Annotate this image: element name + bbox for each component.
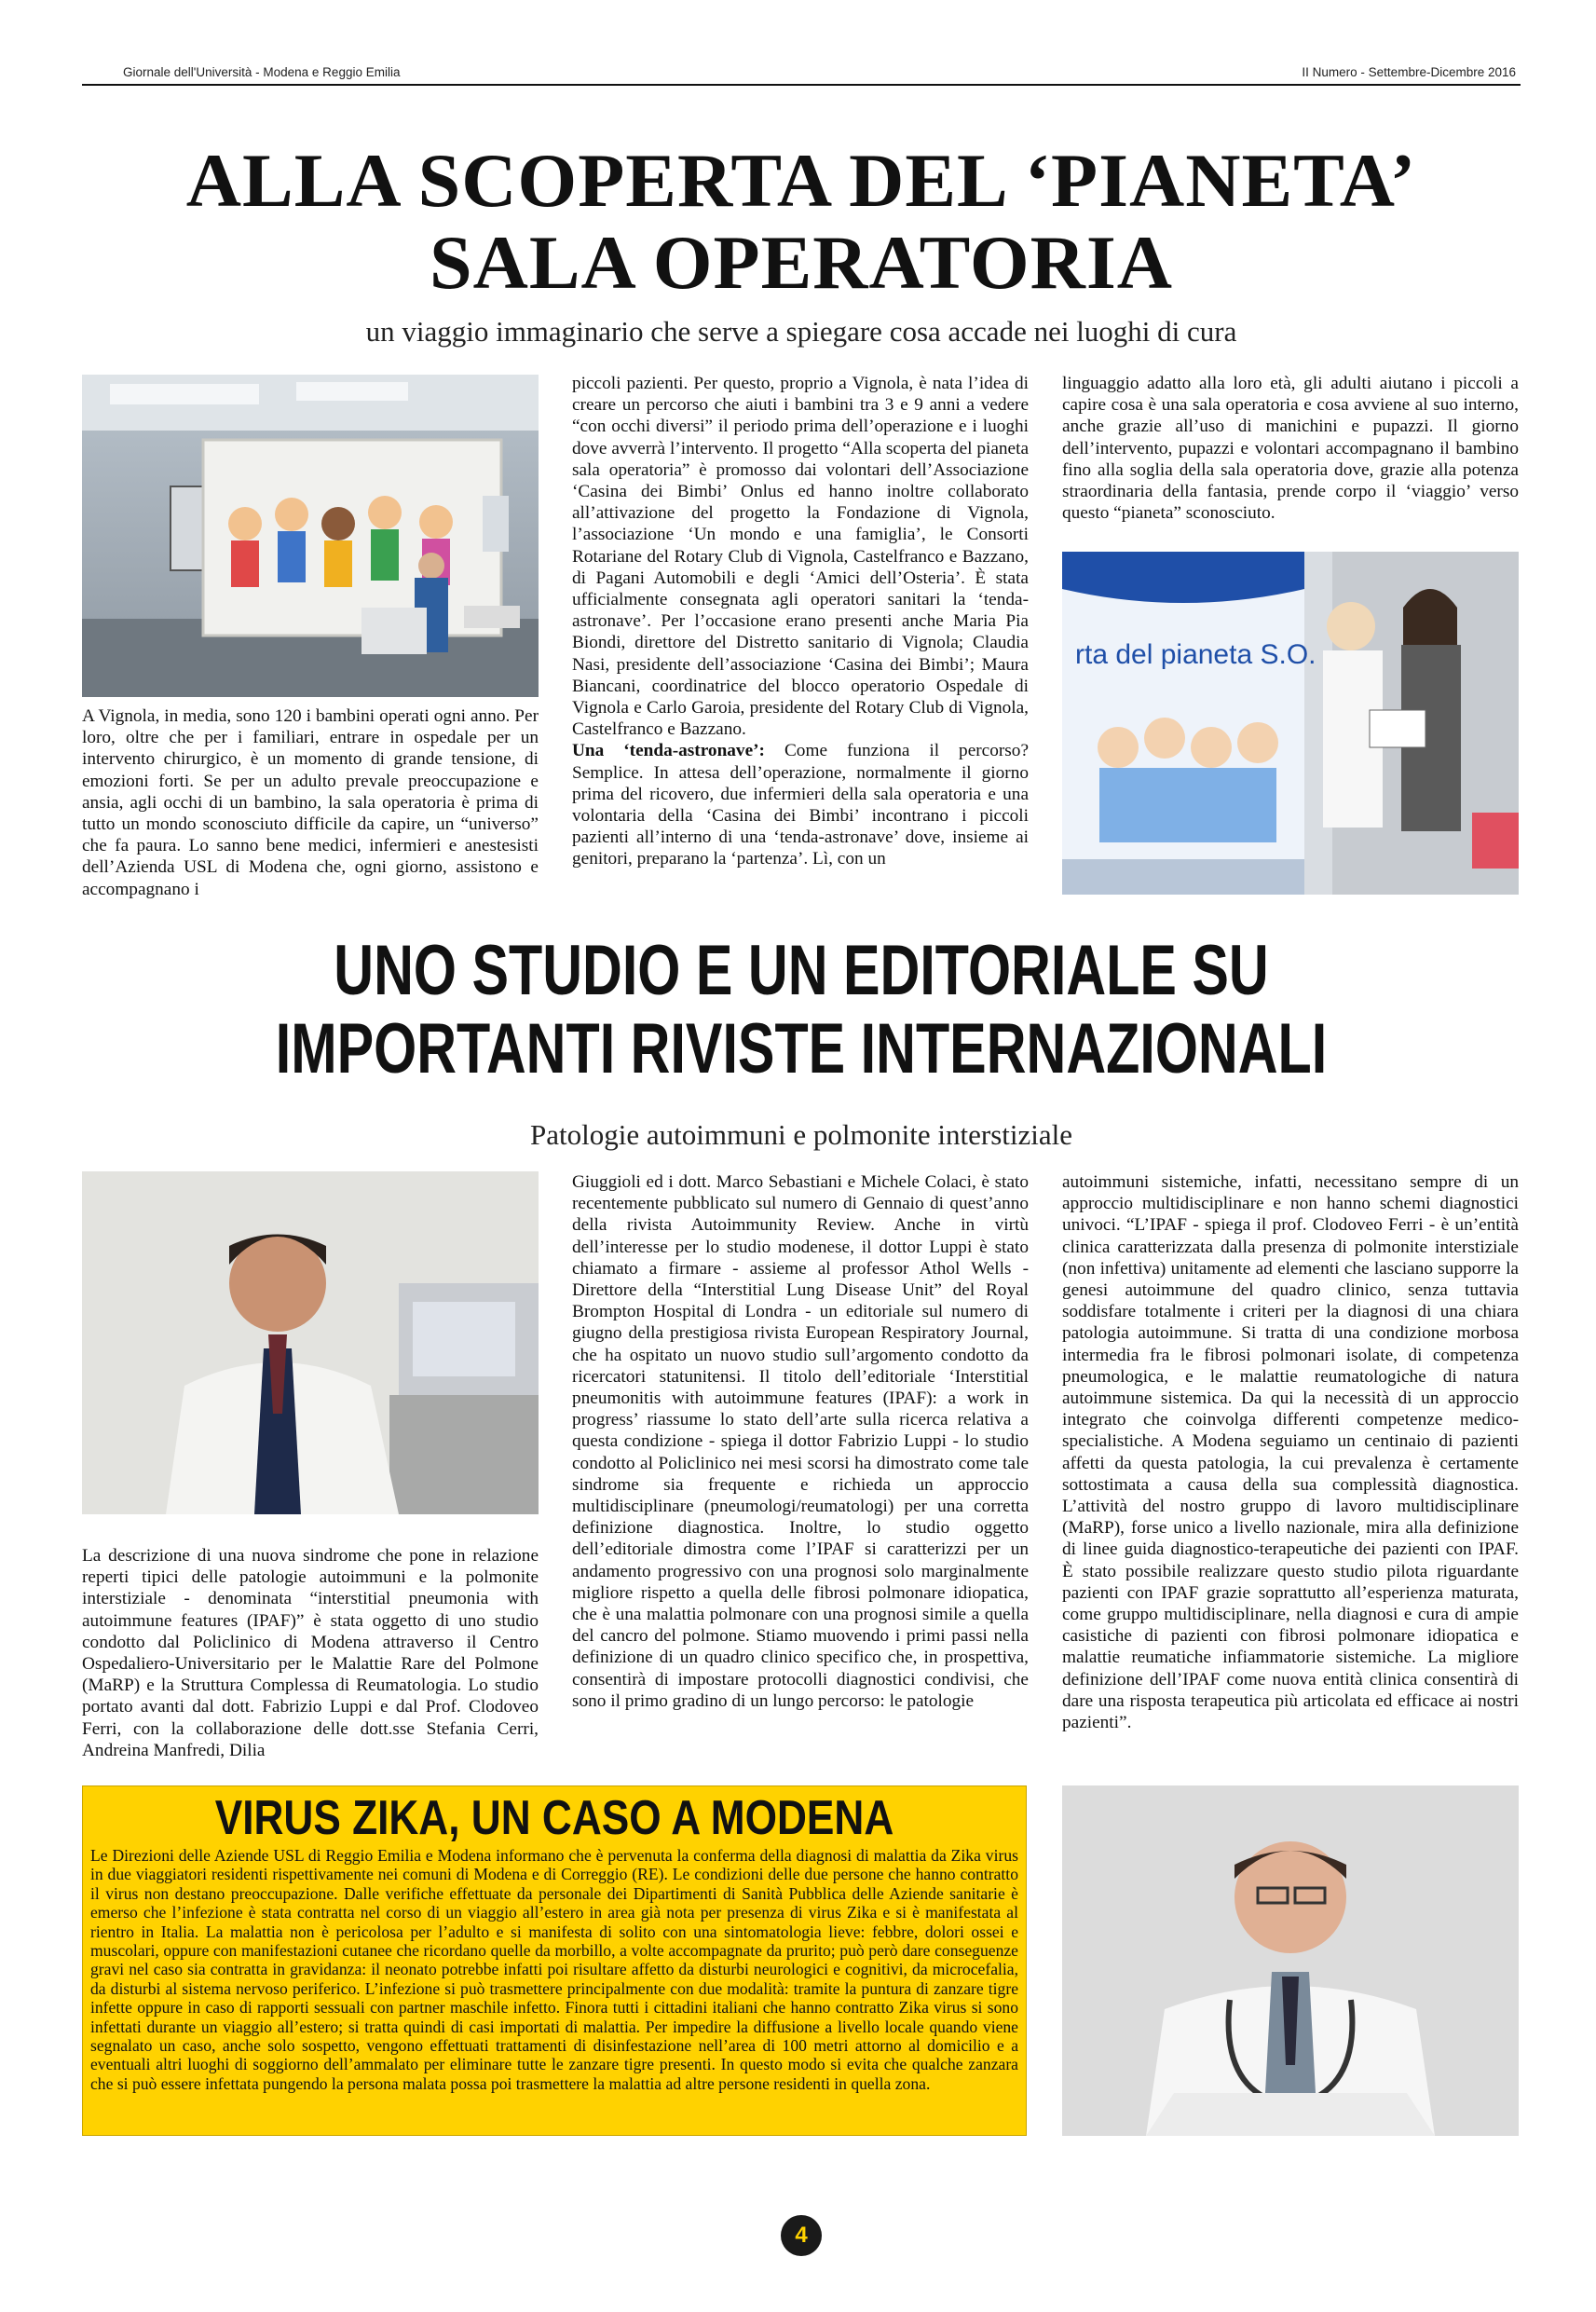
zika-box [82,1785,1027,2136]
operating-room-photo [82,375,539,697]
page-number: 4 [781,2215,822,2256]
article1-column2-text: piccoli pazienti. Per questo, proprio a Vignola, è nata l’idea di creare un percorso che aiuti i bambini tra 3 e 9 anni a vedere “con occhi diversi” il periodo prima dell’operazione e i luoghi dove avverrà l’intervento. Il progetto “Alla scoperta del pianeta sala operatoria” è promosso dai volontari dell’Associazione ‘Casina dei Bimbi’ Onlus ed hanno inoltre collaborato all’attivazione del progetto la Fondazione di Vignola, l’associazione ‘Un mondo e una famiglia’, le Consorti Rotariane del Rotary Club di Vignola, Castelfranco e Bazzano, di Pagani Automobili e degli ‘Amici dell’Osteria’. È stata ufficialmente consegnata agli operatori sanitari la ‘tenda-astronave’. Per l’occasione erano presenti anche Maria Pia Biondi, direttore del Distretto sanitario di Vignola; Claudia Nasi, presidente dell’associazione ‘Casina dei Bimbi’; Maura Biancani, coordinatrice del blocco operatorio Ospedale di Vignola e Carlo Garoia, presidente del Rotary Club di Vignola, Castelfranco e Bazzano. [572,374,1029,740]
article2-headline [240,932,1362,1088]
running-header-left: Giornale dell'Università - Modena e Reggio Emilia [123,65,401,79]
article1-headline-line2: SALA OPERATORIA [430,220,1173,305]
article2-headline-line1: UNO STUDIO E UN EDITORIALE SU [334,931,1269,1010]
article1-subtitle: un viaggio immaginario che serve a spiegare cosa accade nei luoghi di cura [365,315,1237,348]
article1-column2 [572,373,1029,870]
doctor-stethoscope-photo [1062,1785,1519,2136]
running-header-right: II Numero - Settembre-Dicembre 2016 [1302,65,1516,79]
article2-subtitle: Patologie autoimmuni e polmonite interstiziale [530,1118,1072,1151]
article1-headline-line1: ALLA SCOPERTA DEL ‘PIANETA’ [185,138,1417,223]
article1-column1 [82,705,539,900]
article2-column3 [1062,1171,1519,1733]
article1-column3 [1062,373,1519,524]
article1-column3-text: linguaggio adatto alla loro età, gli adulti aiutano i piccoli a capire cosa è una sala operatoria e cosa avviene al suo interno, anche grazie all’uso di manichini e pupazzi. Il giorno dell’intervento, pupazzi e volontari accompagnano il bambino fino alla soglia della sala operatoria dove, grazie alla potenza straordinaria della fantasia, prende corpo il ‘viaggio’ verso questo “pianeta” sconosciuto. [1062,374,1519,524]
article2-column2-text: Giuggioli ed i dott. Marco Sebastiani e Michele Colaci, è stato recentemente pubblicato sul numero di Gennaio di quest’anno della rivista Autoimmunity Review. Anche in virtù dell’interesse per lo studio modenese, il dottor Luppi è stato chiamato a firmare - assieme al professor Athol Wells - Direttore della “Interstitial Lung Disease Unit” del Royal Brompton Hospital di Londra - un editoriale sul numero di giugno della prestigiosa rivista European Respiratory Journal, che ha ospitato un nuovo studio sull’argomento condotto da ricercatori statunitensi. Il titolo dell’editoriale ‘Interstitial pneumonitis with autoimmune features (IPAF): a work in progress’ riassume lo stato dell’arte sulla ricerca relativa a questa condizione - spiega il dottor Fabrizio Luppi - lo studio condotto al Policlinico nei mesi scorsi ha dimostrato come tale sindrome sia frequente e richieda un approccio multidisciplinare (pneumologi/reumatologi) per una corretta definizione diagnostica. Inoltre, lo studio oggetto dell’editoriale dimostra come l’IPAF si caratterizzi per un andamento progressivo con una prognosi solo marginalmente migliore rispetto a quella delle fibrosi polmonare idiopatica, che è una malattia polmonare con una prognosi simile a quella del cancro del polmone. Stiamo muovendo i primi passi nella definizione di un quadro clinico specifico che, in prospettiva, consentirà di impostare protocolli diagnostici condivisi, che sono il primo gradino di un lungo percorso: le patologie [572,1172,1029,1711]
article1-subhead: Una ‘tenda-astronave’: [572,741,765,761]
article2-headline-line2: IMPORTANTI RIVISTE INTERNAZIONALI [275,1009,1328,1088]
article1-column2-text-cont: Come funziona il percorso? Semplice. In attesa dell’operazione, normalmente il giorno prima del ricovero, due infermieri della sala operatoria e una volontaria della ‘Casina dei Bimbi’ incontrano i piccoli pazienti all’interno di una ‘tenda-astronave’ dove, insieme ai genitori, preparano la ‘partenza’. Lì, con un [572,741,1029,869]
article3-headline: VIRUS ZIKA, UN CASO A MODENA [214,1791,894,1845]
banner-text: rta del pianeta S.O. [1075,639,1316,670]
header-rule [82,84,1521,86]
article2-column2 [572,1171,1029,1712]
article2-column3-text: autoimmuni sistemiche, infatti, necessitano sempre di un approccio multidisciplinare e non hanno schemi diagnostici univoci. “L’IPAF - spiega il prof. Clodoveo Ferri - è un’entità clinica caratterizzata dalla presenza di polmonite interstiziale (non infettiva) unitamente ad elementi che lasciano supporre la genesi autoimmune del quadro clinico, senza tuttavia soddisfare totalmente i criteri per la diagnosi di una chiara patologia autoimmune. Si tratta di una condizione morbosa intermedia fra le fibrosi polmonari isolate, di competenza pneumologica, e le malattie reumatologiche di natura autoimmune sistemica. Da qui la necessità di un approccio integrato che coinvolga differenti competenze medico-specialistiche. A Modena seguiamo un centinaio di pazienti affetti da questa patologia, la cui prevalenza è certamente sottostimata a causa della sua complessità diagnostica. L’attività del nostro gruppo di lavoro multidisciplinare (MaRP), forse unico a livello nazionale, mira alla definizione di linee guida diagnostico-terapeutiche dei pazienti con IPAF. È stato possibile realizzare questo studio pilota riguardante pazienti con IPAF grazie soprattutto all’esperienza maturata, come gruppo multidisciplinare, nella diagnosi e cura di ampie casistiche di pazienti con fibrosi polmonare idiopatica e malattie reumatiche infiammatorie sistemiche. La migliore definizione dell’IPAF come nuova entità clinica consentirà di dare una risposta terapeutica più articolata ed efficace ai nostri pazienti”. [1062,1172,1519,1733]
article3-text: Le Direzioni delle Aziende USL di Reggio Emilia e Modena informano che è pervenuta la conferma della diagnosi di malattia da Zika virus in due viaggiatori residenti rispettivamente nei comuni di Modena e di Correggio (RE). Le condizioni delle due persone che hanno contratto il virus non destano preoccupazione. Dalle verifiche effettuate da personale dei Dipartimenti di Sanità Pubblica delle Aziende sanitarie è emerso che l’infezione è stata contratta nel corso di un viaggio all’estero in area già nota per presenza di virus Zika e si è manifestata al rientro in Italia. La malattia non è pericolosa per l’adulto e si manifesta di solito con una sintomatologia lieve: febbre, dolori ossei e muscolari, oppure con manifestazioni cutanee che ricordano quelle da morbillo, a volte accompagnate da prurito; può però dare conseguenze gravi nel caso sia contratta in gravidanza: il neonato potrebbe infatti poi risultare affetto da disturbi neurologici e cognitivi, da microcefalia, da disturbi al sistema nervoso periferico. L’infezione si può trasmettere principalmente con due modalità: tramite la puntura di zanzare tigre infette oppure in caso di rapporti sessuali con partner maschile infetto. Finora tutti i cittadini italiani che hanno contratto Zika virus si sono infettati durante un viaggio all’estero; si tratta quindi di casi importati di malattia. Per impedire la diffusione a livello locale quando viene segnalato un caso, anche solo sospetto, vengono effettuati trattamenti di disinfestazione nell’area di 100 metri attorno al domicilio e a eventuali altri luoghi di soggiorno dell’ammalato per eliminare tutte le zanzare tigre presenti. In questo modo si evita che qualche zanzara che si può essere infettata pungendo la persona malata possa poi trasmettere la malattia ad altre persone residenti in quella zona. [90,1846,1018,2093]
doctor-portrait-photo [82,1171,539,1514]
article1-column1-text: A Vignola, in media, sono 120 i bambini operati ogni anno. Per loro, oltre che per i familiari, entrare in ospedale per un intervento chirurgico, è un momento di grande tensione, di emozioni forti. Se per un adulto prevale preoccupazione e ansia, agli occhi di un bambino, la sala operatoria è prima di tutto un mondo sconosciuto difficile da capire, un “universo” che fa paura. Lo sanno bene medici, infermieri e anestesisti dell’Azienda USL di Modena che, ogni giorno, assistono e accompagnano i [82,706,539,899]
article1-headline [82,140,1521,304]
article2-column1 [82,1545,539,1761]
article2-column1-text: La descrizione di una nuova sindrome che pone in relazione reperti tipici delle patologie autoimmuni e la polmonite interstiziale - denominata “interstitial pneumonia with autoimmune features (IPAF)” è stata oggetto di uno studio condotto dal Policlinico di Modena attraverso il Centro Ospedaliero-Universitario per le Malattie Rare del Polmone (MaRP) e la Struttura Complessa di Reumatologia. Lo studio portato avanti dal dott. Fabrizio Luppi e dal Prof. Clodoveo Ferri, con la collaborazione delle dott.sse Stefania Cerri, Andreina Manfredi, Dilia [82,1546,539,1760]
volunteers-photo [1062,552,1519,895]
